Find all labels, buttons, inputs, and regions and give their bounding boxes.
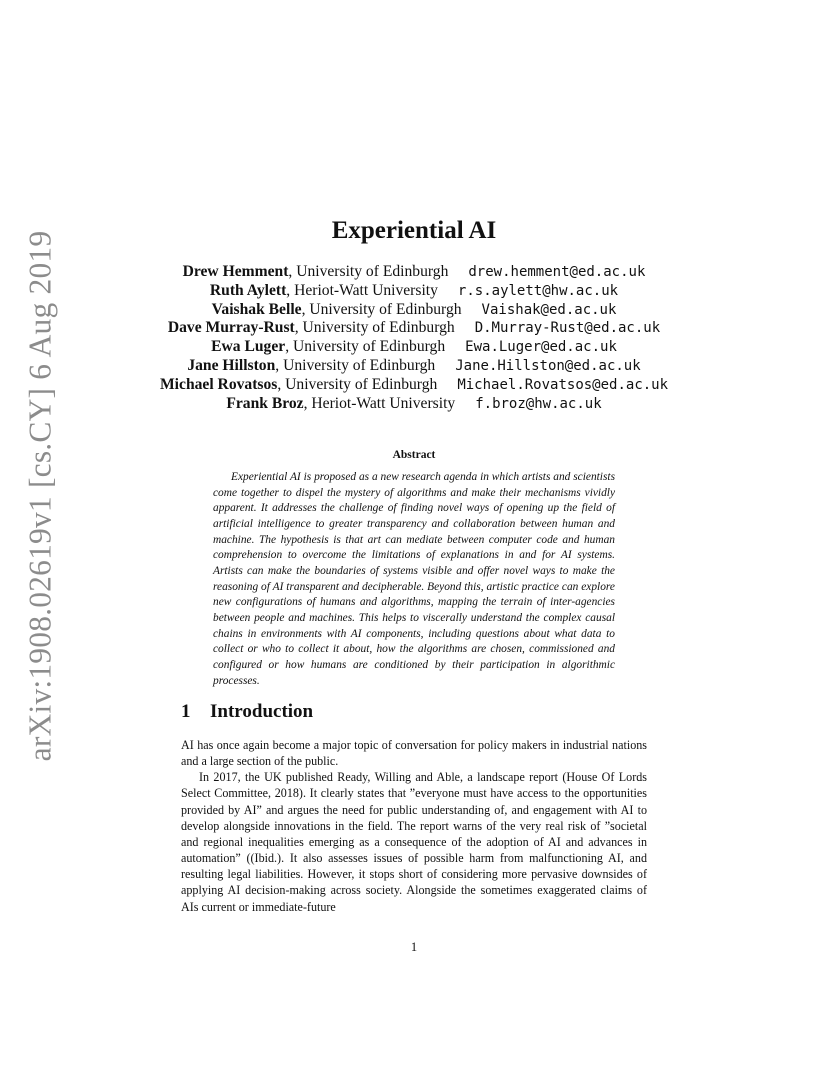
abstract-heading: Abstract [392, 449, 436, 461]
author-email: D.Murray-Rust@ed.ac.uk [474, 320, 661, 337]
section-title: Introduction [210, 701, 314, 722]
author-affiliation: , Heriot-Watt University [303, 394, 456, 412]
author-affiliation: , University of Edinburgh [277, 375, 438, 393]
author-row [0, 338, 828, 357]
author-affiliation: , University of Edinburgh [275, 356, 436, 374]
author-affiliation: , Heriot-Watt University [286, 281, 438, 299]
page-number: 1 [410, 940, 418, 954]
author-affiliation: , University of Edinburgh [285, 338, 446, 356]
author-email: Vaishak@ed.ac.uk [481, 301, 617, 318]
author-name: Frank Broz [226, 394, 304, 412]
author-row [0, 319, 828, 338]
author-email: Michael.Rovatsos@ed.ac.uk [457, 376, 669, 393]
author-name: Vaishak Belle [211, 300, 302, 318]
author-list [0, 263, 828, 413]
author-row [0, 263, 828, 282]
body-paragraph: AI has once again become a major topic of conversation for policy makers in industrial nations and a large section of the public. [181, 738, 647, 769]
author-row [0, 301, 828, 320]
author-row [0, 376, 828, 395]
author-email: f.broz@hw.ac.uk [475, 395, 602, 412]
paper-title: Experiential AI [331, 217, 497, 244]
section-number: 1 [181, 701, 191, 722]
author-name: Drew Hemment [182, 263, 289, 280]
author-name: Ruth Aylett [209, 281, 287, 299]
author-row [0, 395, 828, 414]
author-row [0, 282, 828, 301]
body-paragraph: In 2017, the UK published Ready, Willing and Able, a landscape report (House Of Lords Select Committee, 2018). It clearly states that ”everyone must have access to the opportunities provided by AI” and argues the need for public understanding of, and engagement with AI to develop alongside innovations in the field. The report warns of the very real risk of ”societal and regional inequalities emerging as a consequence of the adoption of AI and advances in automation” ((Ibid.). It also assesses issues of possible harm from malfunctioning AI, and resulting legal liabilities. However, it stops short of considering more pervasive downsides of applying AI decision-making across society. Alongside the sometimes exaggerated claims of AIs current or immediate-future [181, 770, 647, 914]
author-email: r.s.aylett@hw.ac.uk [457, 282, 619, 299]
author-name: Michael Rovatsos [159, 375, 278, 393]
author-affiliation: , University of Edinburgh [301, 300, 462, 318]
author-affiliation: , University of Edinburgh [294, 319, 455, 337]
author-affiliation: , University of Edinburgh [288, 263, 449, 280]
author-email: drew.hemment@ed.ac.uk [468, 264, 646, 280]
section-heading [181, 700, 313, 724]
abstract-body: Experiential AI is proposed as a new research agenda in which artists and scientists come together to dispel the mystery of algorithms and make their mechanisms vividly apparent. It addresses the challenge of finding novel ways of opening up the field of artificial intelligence to greater transparency and collaboration between human and machine. The hypothesis is that art can mediate between computer code and human comprehension to overcome the limitations of explanations in and for AI systems. Artists can make the boundaries of systems visible and offer novel ways to make the reasoning of AI transparent and decipherable. Beyond this, artistic practice can explore new configurations of humans and algorithms, mapping the terrain of inter-agencies between people and machines. This helps to viscerally understand the complex causal chains in environments with AI components, including questions about what data to collect or who to collect it about, how the algorithms are chosen, commissioned and configured or how humans are conditioned by their participation in algorithmic processes. [213, 471, 615, 687]
author-name: Jane Hillston [187, 356, 276, 374]
section-body [181, 737, 647, 915]
arxiv-identifier-text: arXiv:1908.02619v1 [cs.CY] 6 Aug 2019 [22, 230, 57, 762]
author-email: Ewa.Luger@ed.ac.uk [465, 339, 617, 356]
author-name: Ewa Luger [211, 338, 286, 356]
author-email: Jane.Hillston@ed.ac.uk [455, 357, 641, 374]
author-row [0, 357, 828, 376]
author-name: Dave Murray-Rust [167, 319, 295, 337]
